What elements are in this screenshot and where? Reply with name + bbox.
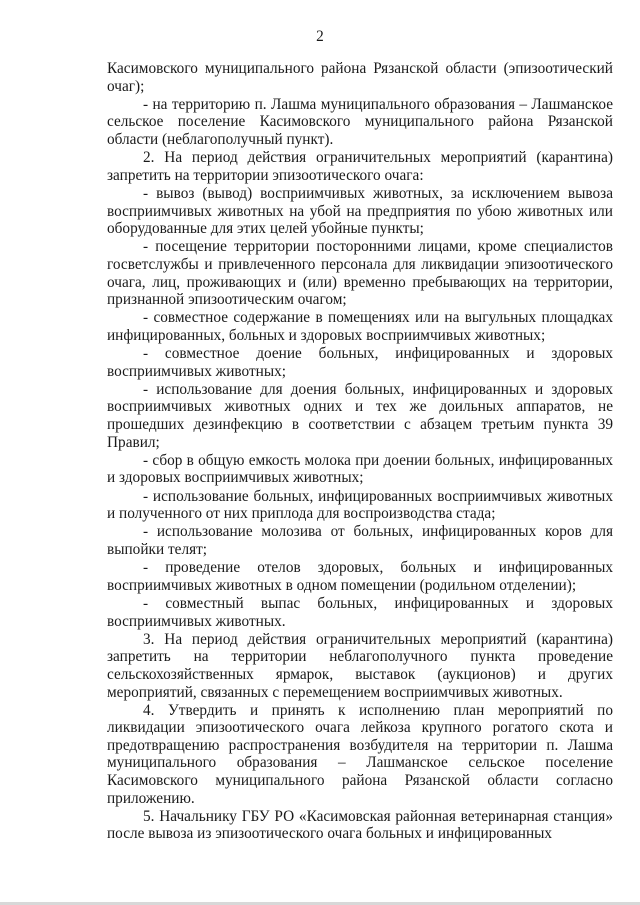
- paragraph-item-4: 4. Утвердить и принять к исполнению план мероприятий по ликвидации эпизоотического очага лейкоза крупного рогатого скота и предотвращению распространения возбудителя на территории п. Лашма муниципального образования – Лашманское сельское поселение Касимовского муниципального района Рязанской области согласно приложению.: [107, 701, 613, 807]
- paragraph-item-5: 5. Начальнику ГБУ РО «Касимовская районная ветеринарная станция» после вывоза из эпизоотического очага больных и инфицированных: [107, 807, 613, 843]
- paragraph-ban-colostrum: - использование молозива от больных, инфицированных коров для выпойки телят;: [107, 523, 613, 558]
- document-body: [107, 60, 613, 844]
- paragraph-ban-joint-keeping: - совместное содержание в помещениях или на выгульных площадках инфицированных, больных и здоровых восприимчивых животных;: [107, 309, 613, 344]
- paragraph-ban-visits: - посещение территории посторонними лицами, кроме специалистов госветслужбы и привлеченного персонала для ликвидации эпизоотического очага, лиц, проживающих и (или) временно пребывающих на территории, признанной эпизоотическим очагом;: [107, 238, 613, 309]
- paragraph-ban-reproduction: - использование больных, инфицированных восприимчивых животных и полученного от них приплода для воспроизводства стада;: [107, 487, 613, 523]
- paragraph-ban-milk-collection: - сбор в общую емкость молока при доении больных, инфицированных и здоровых восприимчивых животных;: [107, 451, 613, 487]
- paragraph-continuation: Касимовского муниципального района Рязанской области (эпизоотический очаг);: [107, 60, 613, 95]
- paragraph-ban-calving: - проведение отелов здоровых, больных и инфицированных восприимчивых животных в одном помещении (родильном отделении);: [107, 559, 613, 594]
- paragraph-ban-export: - вывоз (вывод) восприимчивых животных, за исключением вывоза восприимчивых животных на убой на предприятия по убою животных или оборудованные для этих целей убойные пункты;: [107, 184, 613, 238]
- paragraph-item-3: 3. На период действия ограничительных мероприятий (карантина) запретить на территории неблагополучного пункта проведение сельскохозяйственных ярмарок, выставок (аукционов) и других мероприятий, связанных с перемещением восприимчивых животных.: [107, 630, 613, 701]
- paragraph-ban-grazing: - совместный выпас больных, инфицированных и здоровых восприимчивых животных.: [107, 594, 613, 630]
- page-number: 2: [316, 28, 324, 45]
- paragraph-item-2: 2. На период действия ограничительных мероприятий (карантина) запретить на территории эпизоотического очага:: [107, 149, 613, 184]
- paragraph-lashma-territory: - на территорию п. Лашма муниципального образования – Лашманское сельское поселение Касимовского муниципального района Рязанской области (неблагополучный пункт).: [107, 95, 613, 148]
- paragraph-ban-shared-equipment: - использование для доения больных, инфицированных и здоровых восприимчивых животных одних и тех же доильных аппаратов, не прошедших дезинфекцию в соответствии с абзацем третьим пункта 39 Правил;: [107, 380, 613, 451]
- paragraph-ban-joint-milking: - совместное доение больных, инфицированных и здоровых восприимчивых животных;: [107, 345, 613, 380]
